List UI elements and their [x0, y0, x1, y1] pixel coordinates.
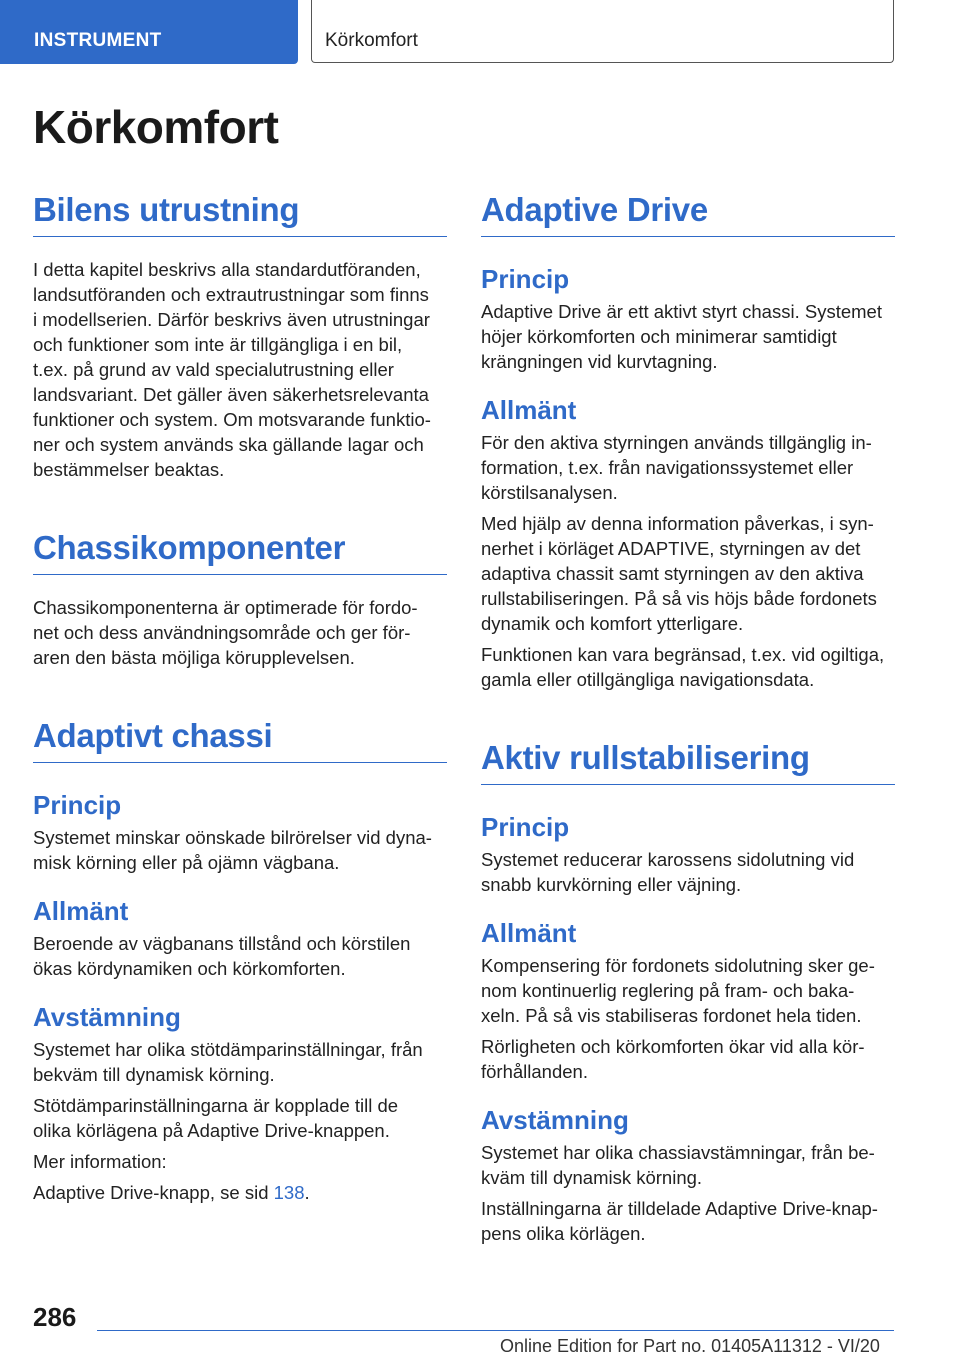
- text-line: För den aktiva styrningen används tillgänglig in‐: [481, 432, 872, 453]
- section-tab: [0, 0, 298, 64]
- paragraph-allmant-1: [481, 430, 895, 505]
- text-line: bestämmelser beaktas.: [33, 459, 225, 480]
- text-line: Systemet reducerar karossens sidolutning vid: [481, 849, 855, 870]
- paragraph-allmant-3: [481, 642, 895, 692]
- text-line: Funktionen kan vara begränsad, t.ex. vid ogiltiga,: [481, 644, 885, 665]
- text-line: kväm till dynamisk körning.: [481, 1167, 703, 1188]
- text-line: rullstabiliseringen. På så vis höjs både fordonets: [481, 588, 877, 609]
- paragraph-reference: [33, 1180, 447, 1205]
- heading-bilens-utrustning: Bilens utrustning: [33, 190, 447, 237]
- text-line: Chassikomponenterna är optimerade för fordo‐: [33, 597, 418, 618]
- reference-text: Adaptive Drive-knapp, se sid: [33, 1182, 274, 1203]
- text-line: pens olika körlägen.: [481, 1223, 646, 1244]
- page-title: Körkomfort: [33, 101, 279, 153]
- text-line: Inställningarna är tilldelade Adaptive Drive-knap‐: [481, 1198, 878, 1219]
- reference-end: .: [304, 1182, 310, 1203]
- paragraph-mer-information: Mer information:: [33, 1151, 167, 1172]
- subheading-princip: Princip: [481, 264, 570, 294]
- text-line: I detta kapitel beskrivs alla standardutföranden,: [33, 259, 421, 280]
- topic-box: [311, 0, 894, 63]
- heading-chassikomponenter: Chassikomponenter: [33, 528, 447, 575]
- text-line: landsutföranden och extrautrustningar som finns: [33, 284, 429, 305]
- text-line: funktioner och system. Om motsvarande funktio‐: [33, 409, 431, 430]
- subheading-avstamning: Avstämning: [481, 1105, 629, 1135]
- footer-divider: [97, 1330, 894, 1331]
- right-column: [481, 190, 895, 1246]
- text-line: bekväm till dynamisk körning.: [33, 1064, 275, 1085]
- subheading-allmant: Allmänt: [33, 896, 129, 926]
- heading-adaptivt-chassi: Adaptivt chassi: [33, 716, 447, 763]
- text-line: ökas kördynamiken och körkomforten.: [33, 958, 346, 979]
- paragraph-allmant: [33, 931, 447, 981]
- text-line: Systemet har olika stötdämparinställningar, från: [33, 1039, 423, 1060]
- text-line: Stötdämparinställningarna är kopplade till de: [33, 1095, 399, 1116]
- text-line: xeln. På så vis stabiliseras fordonet hela tiden.: [481, 1005, 862, 1026]
- subheading-allmant: Allmänt: [481, 918, 577, 948]
- page-reference-link[interactable]: 138: [273, 1182, 305, 1203]
- text-line: Rörligheten och körkomforten ökar vid alla kör‐: [481, 1036, 865, 1057]
- text-line: aren den bästa möjliga körupplevelsen.: [33, 647, 355, 668]
- text-line: misk körning eller på ojämn vägbana.: [33, 852, 340, 873]
- subheading-princip: Princip: [481, 812, 570, 842]
- paragraph-princip: [481, 847, 895, 897]
- paragraph-princip: [33, 825, 447, 875]
- paragraph-bilens-utrustning: [33, 257, 447, 482]
- text-line: körstilsanalysen.: [481, 482, 618, 503]
- text-line: Beroende av vägbanans tillstånd och körstilen: [33, 933, 411, 954]
- paragraph-princip: [481, 299, 895, 374]
- text-line: och funktioner som inte är tillgängliga i en bil,: [33, 334, 403, 355]
- text-line: ner och system används ska gällande lagar och: [33, 434, 424, 455]
- edition-text: Online Edition for Part no. 01405A11312 - VI/20: [500, 1336, 880, 1356]
- heading-adaptive-drive: Adaptive Drive: [481, 190, 895, 237]
- subheading-avstamning: Avstämning: [33, 1002, 181, 1032]
- page-number: 286: [33, 1302, 77, 1332]
- paragraph-allmant-2: [481, 511, 895, 636]
- text-line: t.ex. på grund av vald specialutrustning eller: [33, 359, 394, 380]
- text-line: landsvariant. Det gäller även säkerhetsrelevanta: [33, 384, 429, 405]
- text-line: höjer körkomforten och minimerar samtidigt: [481, 326, 837, 347]
- paragraph-avstamning-2: [33, 1093, 447, 1143]
- text-line: nerhet i körläget ADAPTIVE, styrningen av det: [481, 538, 861, 559]
- text-line: net och dess användningsområde och ger för‐: [33, 622, 411, 643]
- paragraph-avstamning-1: [481, 1140, 895, 1190]
- subheading-princip: Princip: [33, 790, 122, 820]
- text-line: Med hjälp av denna information påverkas, i syn‐: [481, 513, 874, 534]
- text-line: Systemet har olika chassiavstämningar, från be‐: [481, 1142, 875, 1163]
- text-line: nom kontinuerlig reglering på fram- och baka‐: [481, 980, 855, 1001]
- text-line: olika körlägena på Adaptive Drive-knappen.: [33, 1120, 390, 1141]
- topic-label: Körkomfort: [325, 30, 418, 51]
- section-label: INSTRUMENT: [34, 30, 162, 51]
- paragraph-allmant-2: [481, 1034, 895, 1084]
- left-column: [33, 190, 447, 1205]
- paragraph-avstamning-1: [33, 1037, 447, 1087]
- text-line: adaptiva chassit samt styrningen av den aktiva: [481, 563, 864, 584]
- text-line: Systemet minskar oönskade bilrörelser vid dyna‐: [33, 827, 432, 848]
- text-line: snabb kurvkörning eller väjning.: [481, 874, 742, 895]
- text-line: gamla eller otillgängliga navigationsdata.: [481, 669, 815, 690]
- paragraph-allmant-1: [481, 953, 895, 1028]
- paragraph-avstamning-2: [481, 1196, 895, 1246]
- text-line: i modellserien. Därför beskrivs även utrustningar: [33, 309, 430, 330]
- text-line: krängningen vid kurvtagning.: [481, 351, 718, 372]
- text-line: Kompensering för fordonets sidolutning sker ge‐: [481, 955, 875, 976]
- paragraph-chassikomponenter: [33, 595, 447, 670]
- text-line: dynamik och komfort ytterligare.: [481, 613, 744, 634]
- text-line: Adaptive Drive är ett aktivt styrt chassi. Systemet: [481, 301, 882, 322]
- text-line: förhållanden.: [481, 1061, 588, 1082]
- heading-aktiv-rullstabilisering: Aktiv rullstabilisering: [481, 738, 895, 785]
- text-line: formation, t.ex. från navigationssystemet eller: [481, 457, 854, 478]
- subheading-allmant: Allmänt: [481, 395, 577, 425]
